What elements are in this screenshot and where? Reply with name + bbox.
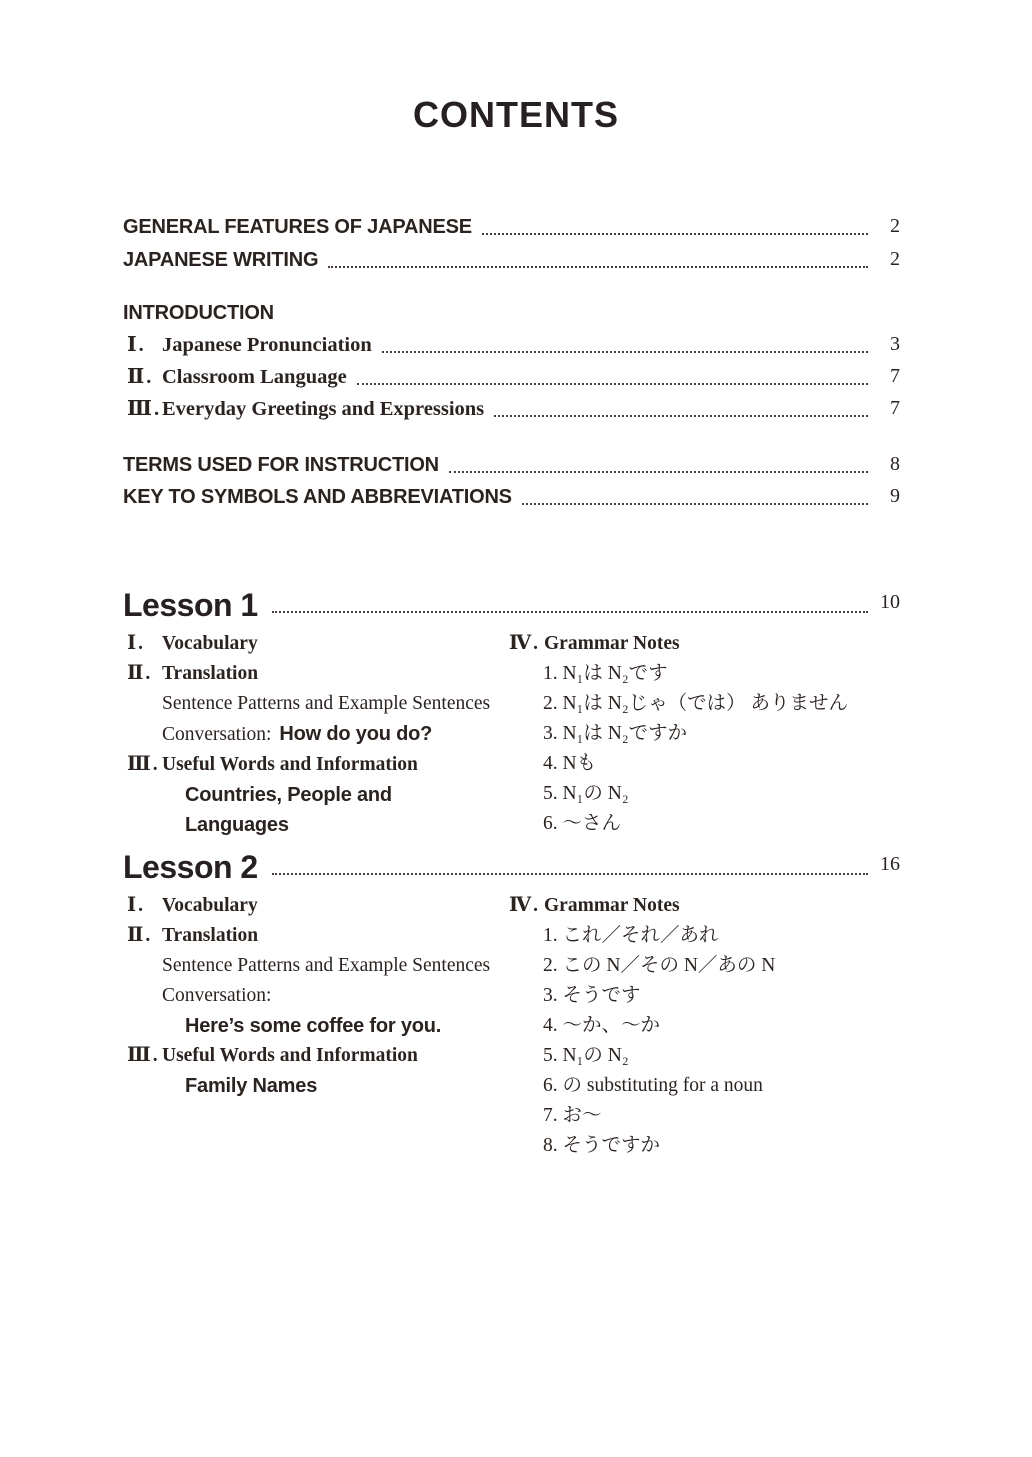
toc-entry — [123, 481, 900, 513]
useful-topic-line: Family Names — [185, 1075, 318, 1097]
lesson-page-number: 10 — [880, 591, 900, 613]
lesson-item-label: Translation — [162, 663, 259, 684]
grammar-note: 7. お～ — [543, 1105, 602, 1126]
page-number: 7 — [890, 397, 900, 419]
roman-numeral: Ⅱ. — [127, 663, 153, 684]
toc-entry — [123, 393, 900, 425]
roman-numeral: Ⅲ. — [127, 1045, 160, 1066]
dot-leader — [328, 266, 868, 268]
lesson-body — [123, 629, 900, 840]
toc-entry-text: Everyday Greetings and Expressions — [162, 398, 485, 420]
lesson-item-useful-words — [123, 750, 505, 780]
lesson-item-label: Useful Words and Information — [162, 1045, 418, 1066]
lesson-item-translation — [123, 921, 505, 951]
useful-topic-line: Languages — [185, 814, 289, 836]
reference-toc — [123, 449, 900, 513]
lesson-item-vocabulary — [123, 891, 505, 921]
roman-numeral: Ⅳ. — [509, 633, 541, 654]
page-number: 2 — [890, 248, 900, 270]
dot-leader — [272, 611, 868, 613]
lesson-item-useful-words — [123, 1041, 505, 1071]
conversation-title: Here’s some coffee for you. — [185, 1015, 442, 1037]
grammar-note: 3. N₁は N₂ですか — [543, 723, 688, 744]
lesson-right-column — [505, 629, 900, 840]
dot-leader — [382, 351, 868, 353]
toc-entry — [123, 449, 900, 481]
grammar-note: 4. ～か、～か — [543, 1015, 661, 1036]
lesson-item-label: Vocabulary — [162, 895, 258, 916]
roman-numeral: Ⅱ. — [127, 925, 153, 946]
toc-entry — [123, 329, 900, 361]
section-heading: INTRODUCTION — [123, 302, 274, 324]
lesson-title: Lesson 1 — [123, 587, 258, 623]
lesson-item-label: Translation — [162, 925, 259, 946]
page-title: CONTENTS — [413, 94, 619, 135]
dot-leader — [357, 383, 868, 385]
grammar-note: 4. Nも — [543, 753, 597, 774]
toc-entry-text: Classroom Language — [162, 366, 347, 388]
roman-numeral: Ⅲ. — [127, 754, 160, 775]
lesson-item-label: Vocabulary — [162, 633, 258, 654]
lesson-left-column — [123, 629, 505, 840]
roman-numeral: Ⅳ. — [509, 895, 541, 916]
page-number: 8 — [890, 453, 900, 475]
toc-entry-text: Japanese Pronunciation — [162, 334, 372, 356]
conversation-label: Conversation: — [162, 985, 272, 1006]
grammar-note: 5. N₁の N₂ — [543, 1045, 629, 1066]
grammar-note: 1. これ／それ／あれ — [543, 925, 719, 946]
roman-numeral: Ⅰ. — [127, 334, 146, 356]
toc-entry-label — [123, 362, 347, 393]
lesson-body — [123, 891, 900, 1161]
lesson-item-grammar-notes — [505, 891, 900, 921]
grammar-note: 5. N₁の N₂ — [543, 783, 629, 804]
dot-leader — [449, 471, 868, 473]
page-number: 9 — [890, 485, 900, 507]
lesson-right-column — [505, 891, 900, 1161]
grammar-note: 1. N₁は N₂です — [543, 663, 668, 684]
grammar-note: 6. の substituting for a noun — [543, 1075, 763, 1096]
toc-entry — [123, 243, 900, 276]
lesson-item-translation — [123, 659, 505, 689]
lesson-item-label: Grammar Notes — [544, 633, 680, 654]
grammar-note: 6. ～さん — [543, 813, 622, 834]
toc-entry-label — [123, 330, 372, 361]
dot-leader — [522, 503, 868, 505]
toc-entry — [123, 361, 900, 393]
grammar-note: 8. そうですか — [543, 1135, 661, 1156]
toc-entry — [123, 210, 900, 243]
lesson-title-row — [123, 845, 900, 886]
translation-sub-line: Sentence Patterns and Example Sentences — [162, 693, 491, 714]
introduction-section — [123, 297, 900, 425]
lesson-1-section — [123, 583, 900, 840]
roman-numeral: Ⅰ. — [127, 895, 145, 916]
lesson-2-section — [123, 845, 900, 1161]
lesson-item-grammar-notes — [505, 629, 900, 659]
toc-entry-label: JAPANESE WRITING — [123, 249, 319, 271]
lesson-left-column — [123, 891, 505, 1161]
front-matter-toc — [123, 210, 900, 276]
lesson-item-vocabulary — [123, 629, 505, 659]
page-number: 3 — [890, 333, 900, 355]
lesson-page-number: 16 — [880, 853, 900, 875]
toc-entry-label: GENERAL FEATURES OF JAPANESE — [123, 216, 472, 238]
roman-numeral: Ⅲ. — [127, 398, 162, 420]
page-number: 2 — [890, 215, 900, 237]
translation-sub-line: Sentence Patterns and Example Sentences — [162, 955, 491, 976]
lesson-item-label: Grammar Notes — [544, 895, 680, 916]
useful-topic-line: Countries, People and — [185, 784, 392, 806]
toc-entry-label: TERMS USED FOR INSTRUCTION — [123, 454, 439, 476]
lesson-title: Lesson 2 — [123, 849, 258, 885]
conversation-title: How do you do? — [279, 723, 433, 745]
dot-leader — [482, 233, 868, 235]
grammar-note: 2. N₁は N₂じゃ（では） ありません — [543, 693, 849, 714]
toc-entry-label: KEY TO SYMBOLS AND ABBREVIATIONS — [123, 486, 512, 508]
grammar-note: 2. この N／その N／あの N — [543, 955, 776, 976]
dot-leader — [494, 415, 868, 417]
roman-numeral: Ⅰ. — [127, 633, 145, 654]
roman-numeral: Ⅱ. — [127, 366, 154, 388]
grammar-note: 3. そうです — [543, 985, 641, 1006]
lesson-title-row — [123, 583, 900, 624]
conversation-line — [123, 719, 505, 750]
toc-entry-label — [123, 394, 484, 425]
conversation-label: Conversation: — [162, 724, 272, 745]
lesson-item-label: Useful Words and Information — [162, 754, 418, 775]
page-number: 7 — [890, 365, 900, 387]
dot-leader — [272, 873, 868, 875]
